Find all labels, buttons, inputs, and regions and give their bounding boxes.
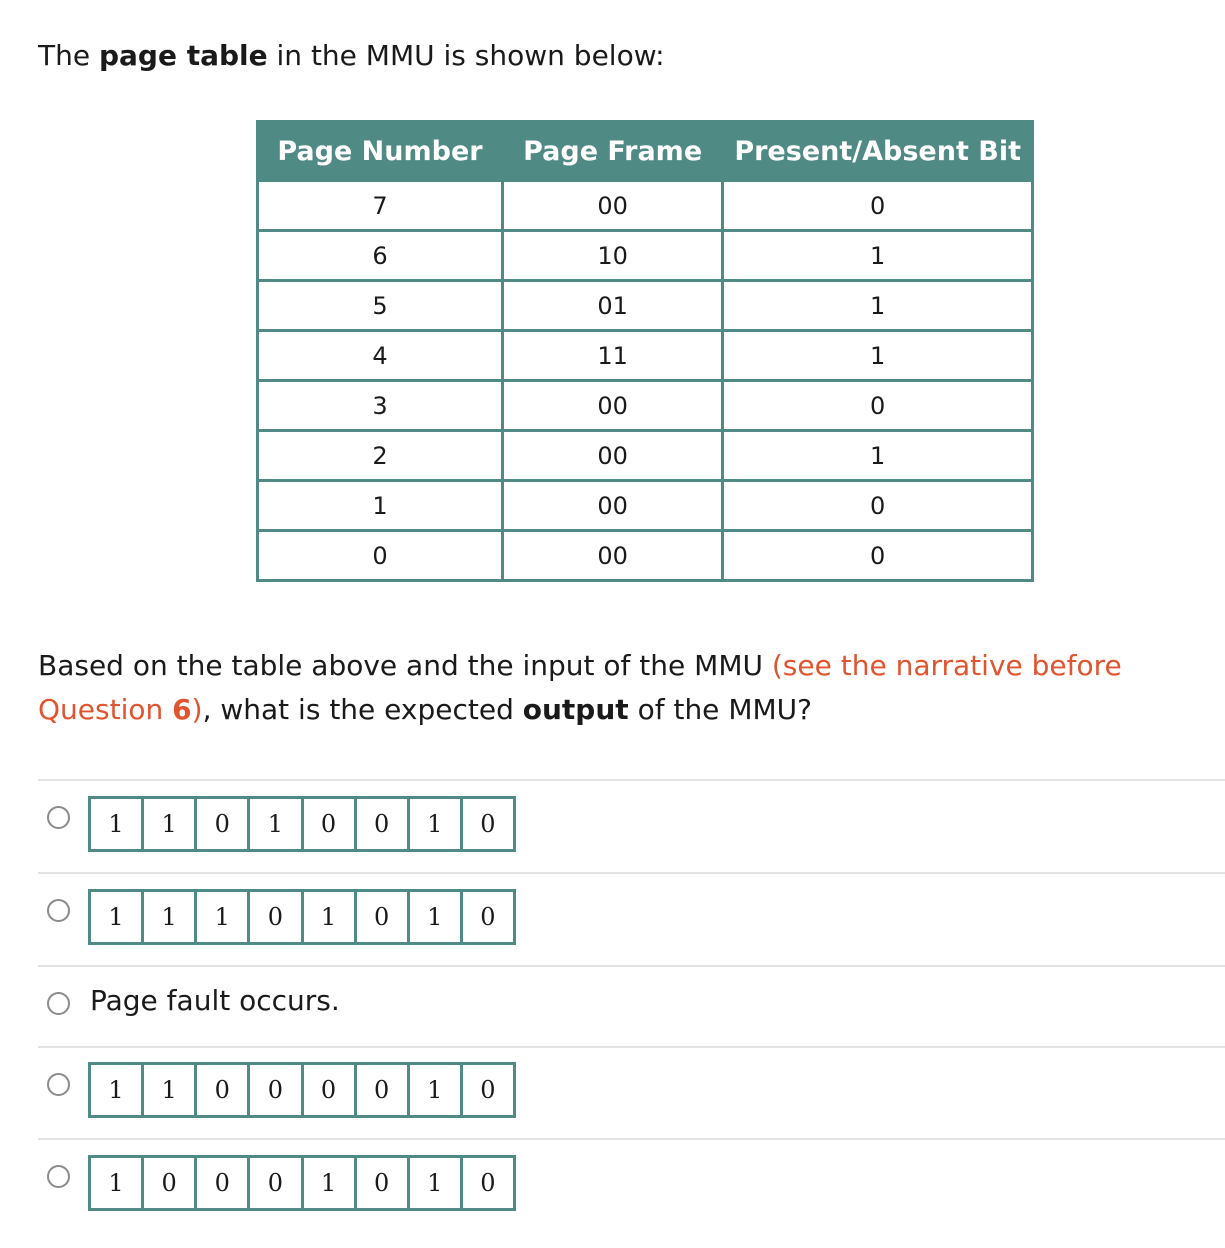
bit-cell: 0: [194, 1158, 247, 1208]
question-part2: , what is the expected: [202, 693, 523, 726]
cell-page-frame: 00: [502, 431, 722, 481]
cell-page-frame: 00: [502, 181, 722, 231]
option-radio-2[interactable]: [47, 899, 70, 922]
cell-present-bit: 0: [723, 181, 1033, 231]
bit-cell: 0: [247, 1158, 300, 1208]
cell-page-frame: 10: [502, 231, 722, 281]
cell-present-bit: 0: [723, 481, 1033, 531]
bit-cell: 0: [301, 1065, 354, 1115]
table-row: [258, 281, 1033, 331]
cell-present-bit: 1: [723, 231, 1033, 281]
intro-bold: page table: [98, 39, 268, 72]
bit-cell: 1: [407, 1065, 460, 1115]
question-part3: of the MMU?: [628, 693, 812, 726]
table-row: [258, 481, 1033, 531]
bit-cell: 1: [141, 799, 194, 849]
ref-prefix: (see the narrative before Question: [38, 649, 1122, 726]
intro-text: [38, 36, 665, 76]
cell-page-number: 1: [258, 481, 503, 531]
bit-cell: 0: [354, 799, 407, 849]
bit-cell: 1: [108, 1169, 124, 1197]
bit-cell: 1: [407, 892, 460, 942]
bit-cell: 1: [247, 799, 300, 849]
cell-present-bit: 1: [723, 331, 1033, 381]
cell-page-frame: 00: [502, 531, 722, 581]
cell-page-frame: 00: [502, 381, 722, 431]
cell-page-frame: 01: [502, 281, 722, 331]
option-bit-string-2[interactable]: [88, 889, 516, 945]
question-part1: Based on the table above and the input of the MMU: [38, 649, 772, 682]
ref-suffix: ): [191, 693, 203, 726]
cell-present-bit: 0: [723, 531, 1033, 581]
ref-question-number: 6: [172, 693, 192, 726]
bit-cell: 1: [301, 1158, 354, 1208]
bit-cell: 0: [247, 892, 300, 942]
option-bit-string-5[interactable]: [88, 1155, 516, 1211]
bit-cell: 0: [460, 799, 513, 849]
table-row: [258, 381, 1033, 431]
bit-cell: 0: [141, 1158, 194, 1208]
page-table: [256, 120, 1034, 582]
option-divider: [38, 872, 1225, 874]
option-text-3[interactable]: Page fault occurs.: [90, 984, 340, 1017]
cell-present-bit: 0: [723, 381, 1033, 431]
bit-cell: 1: [407, 799, 460, 849]
header-present-absent-bit: Present/Absent Bit: [723, 122, 1033, 181]
bit-cell: 0: [354, 1065, 407, 1115]
bit-cell: 1: [194, 892, 247, 942]
option-divider: [38, 779, 1225, 781]
bit-cell: 1: [108, 810, 124, 838]
option-divider: [38, 1138, 1225, 1140]
page-table-body: [258, 181, 1033, 581]
header-page-frame: Page Frame: [502, 122, 722, 181]
option-divider: [38, 1046, 1225, 1048]
cell-page-frame: 11: [502, 331, 722, 381]
bit-cell: 0: [460, 1158, 513, 1208]
header-page-number: Page Number: [258, 122, 503, 181]
cell-page-number: 3: [258, 381, 503, 431]
option-bit-string-1[interactable]: [88, 796, 516, 852]
bit-cell: 1: [108, 903, 124, 931]
table-row: [258, 231, 1033, 281]
table-row: [258, 531, 1033, 581]
question-text: [38, 644, 1208, 732]
option-radio-1[interactable]: [47, 806, 70, 829]
bit-cell: 1: [141, 892, 194, 942]
cell-page-number: 6: [258, 231, 503, 281]
option-radio-3[interactable]: [47, 992, 70, 1015]
option-radio-4[interactable]: [47, 1073, 70, 1096]
bit-cell: 1: [141, 1065, 194, 1115]
cell-page-number: 7: [258, 181, 503, 231]
bit-cell: 1: [301, 892, 354, 942]
page-table-header-row: [258, 122, 1033, 181]
question-bold: output: [522, 693, 629, 726]
bit-cell: 1: [108, 1076, 124, 1104]
option-divider: [38, 965, 1225, 967]
bit-cell: 0: [247, 1065, 300, 1115]
cell-page-number: 4: [258, 331, 503, 381]
bit-cell: 0: [194, 799, 247, 849]
cell-present-bit: 1: [723, 281, 1033, 331]
option-radio-5[interactable]: [47, 1165, 70, 1188]
bit-cell: 0: [301, 799, 354, 849]
bit-cell: 0: [354, 892, 407, 942]
option-bit-string-4[interactable]: [88, 1062, 516, 1118]
bit-cell: 0: [194, 1065, 247, 1115]
table-row: [258, 331, 1033, 381]
intro-suffix: in the MMU is shown below:: [267, 39, 665, 72]
intro-prefix: The: [38, 39, 99, 72]
cell-page-number: 5: [258, 281, 503, 331]
table-row: [258, 181, 1033, 231]
table-row: [258, 431, 1033, 481]
bit-cell: 0: [460, 892, 513, 942]
cell-page-frame: 00: [502, 481, 722, 531]
bit-cell: 1: [407, 1158, 460, 1208]
bit-cell: 0: [354, 1158, 407, 1208]
cell-present-bit: 1: [723, 431, 1033, 481]
bit-cell: 0: [460, 1065, 513, 1115]
cell-page-number: 0: [258, 531, 503, 581]
cell-page-number: 2: [258, 431, 503, 481]
